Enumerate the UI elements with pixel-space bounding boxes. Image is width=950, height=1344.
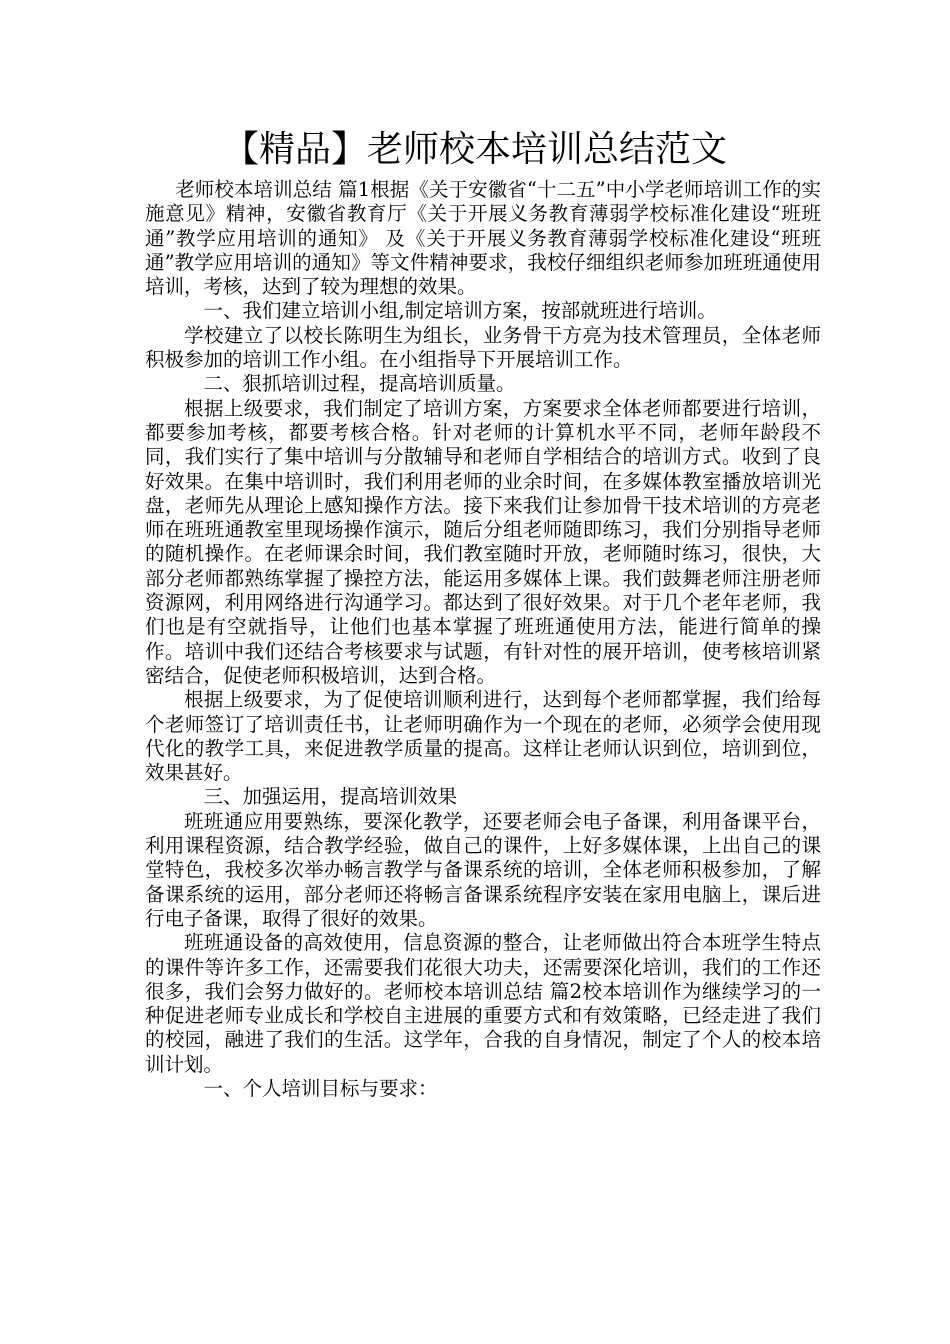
section-heading-3: 三、加强运用，提高培训效果 [203,785,458,809]
document-body [145,178,821,1101]
paragraph: 班班通设备的高效使用，信息资源的整合，让老师做出符合本班学生特点的课件等许多工作，还需要我们花很大功夫，还需要深化培训，我们的工作还很多，我们会努力做好的。老师校本培训总结 篇2校本培训作为继续学习的一种促进老师专业成长和学校自主进展的重要方式和有效策略，已经走进了我们的校园，融进了我们的生活。这学年，合我的自身情况，制定了个人的校本培训计划。 [145,931,821,1076]
paragraph: 根据上级要求，我们制定了培训方案，方案要求全体老师都要进行培训，都要参加考核，都要考核合格。针对老师的计算机水平不同，老师年龄段不同，我们实行了集中培训与分散辅导和老师自学相结合的培训方式。收到了良好效果。在集中培训时，我们利用老师的业余时间，在多媒体教室播放培训光盘，老师先从理论上感知操作方法。接下来我们让参加骨干技术培训的方亮老师在班班通教室里现场操作演示，随后分组老师随即练习，我们分别指导老师的随机操作。在老师课余时间，我们教室随时开放，老师随时练习，很快，大部分老师都熟练掌握了操控方法，能运用多媒体上课。我们鼓舞老师注册老师资源网，利用网络进行沟通学习。都达到了很好效果。对于几个老年老师，我们也是有空就指导，让他们也基本掌握了班班通使用方法，能进行简单的操作。培训中我们还结合考核要求与试题，有针对性的展开培训，使考核培训紧密结合，促使老师积极培训，达到合格。 [145,396,821,687]
section-heading-4: 一、个人培训目标与要求： [203,1076,438,1100]
paragraph: 班班通应用要熟练，要深化教学，还要老师会电子备课，利用备课平台，利用课程资源，结合教学经验，做自己的课件，上好多媒体课，上出自己的课堂特色，我校多次举办畅言教学与备课系统的培训，全体老师积极参加，了解备课系统的运用，部分老师还将畅言备课系统程序安装在家用电脑上，课后进行电子备课，取得了很好的效果。 [145,809,821,930]
paragraph-intro: 老师校本培训总结 篇1根据《关于安徽省“十二五”中小学老师培训工作的实施意见》精神，安徽省教育厅《关于开展义务教育薄弱学校标准化建设“班班通”教学应用培训的通知》 及《关于开展义务教育薄弱学校标准化建设“班班通”教学应用培训的通知》等文件精神要求，我校仔细组织老师参加班班通使用培训，考核，达到了较为理想的效果。 [145,178,821,299]
paragraph: 学校建立了以校长陈明生为组长，业务骨干方亮为技术管理员，全体老师积极参加的培训工作小组。在小组指导下开展培训工作。 [145,323,821,372]
section-heading-2: 二、狠抓培训过程，提高培训质量。 [203,372,516,396]
paragraph: 根据上级要求，为了促使培训顺利进行，达到每个老师都掌握，我们给每个老师签订了培训责任书，让老师明确作为一个现在的老师，必须学会使用现代化的教学工具，来促进教学质量的提高。这样让老师认识到位，培训到位，效果甚好。 [145,688,821,785]
document-title: 【精品】老师校本培训总结范文 [222,129,727,170]
section-heading-1: 一、我们建立培训小组,制定培训方案，按部就班进行培训。 [203,299,717,323]
